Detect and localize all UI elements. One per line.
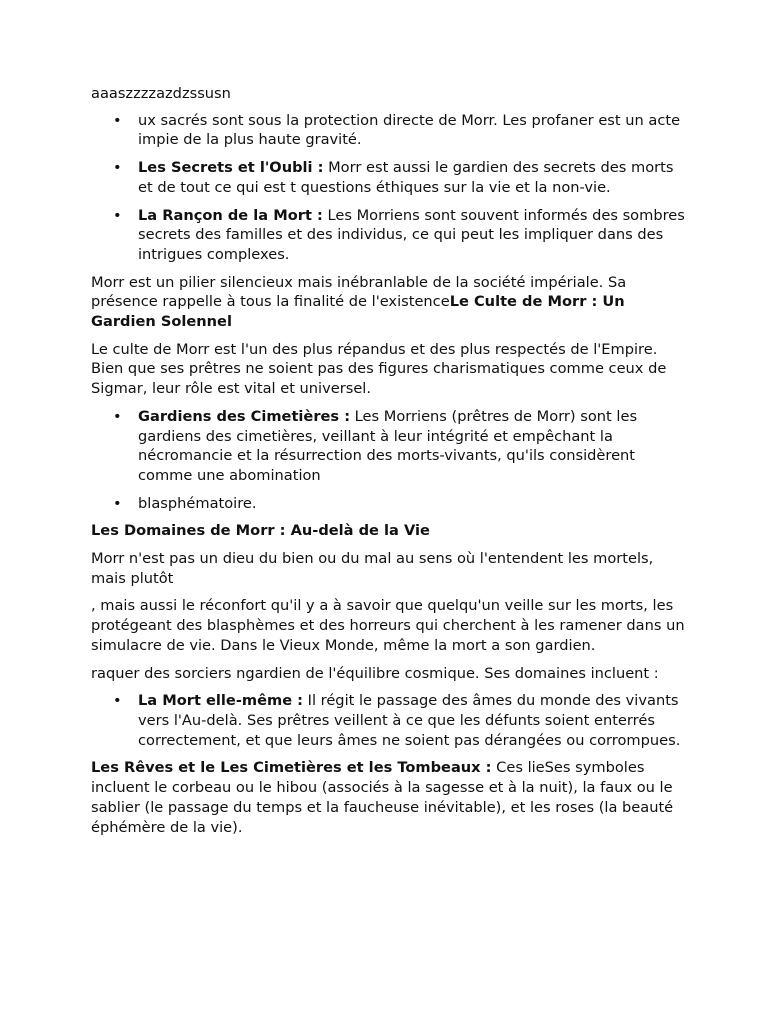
paragraph-text: Ces lieSes symboles incluent le corbeau ou le hibou (associés à la sagesse et à la nuit), la faux ou le sablier (le passage du temps et la faucheuse inévitable), et les roses (la beauté éphémère de la vie). xyxy=(91,759,674,836)
paragraph: Morr n'est pas un dieu du bien ou du mal au sens où l'entendent les mortels, mais plutôt xyxy=(91,550,654,587)
list-item xyxy=(91,691,687,750)
list-item xyxy=(91,407,687,486)
list-item-term: Gardiens des Cimetières : xyxy=(138,407,351,425)
bullet-icon: • xyxy=(113,494,122,512)
paragraph: , mais aussi le réconfort qu'il y a à savoir que quelqu'un veille sur les morts, les protégeant des blasphèmes et des horreurs qui cherchent à les ramener dans un simulacre de vie. Dans le Vieux Monde, même la mort a son gardien. xyxy=(91,597,685,654)
bullet-icon: • xyxy=(113,692,122,710)
section-heading-text: Les Domaines de Morr : Au-delà de la Vie xyxy=(91,522,430,540)
list-item-term: La Mort elle-même : xyxy=(138,692,304,710)
section-heading xyxy=(91,521,687,541)
bullet-list-2 xyxy=(91,407,687,514)
bullet-list-1 xyxy=(91,111,687,265)
paragraph-text: Morr est un pilier silencieux mais inébranlable de la société impériale. Sa présence rappelle à tous la finalité de l'existence xyxy=(91,273,627,311)
opening-line: aaaszzzzazdzssusn xyxy=(91,85,231,102)
bullet-icon: • xyxy=(113,206,122,224)
list-item-text: Il régit le passage des âmes du monde des vivants vers l'Au-delà. Ses prêtres veillent à ce que les défunts soient enterrés correctement, et que leurs âmes ne soient pas dérangées ou corrompues. xyxy=(138,692,681,749)
bullet-icon: • xyxy=(113,111,122,129)
list-item-term: Les Secrets et l'Oubli : xyxy=(138,159,324,177)
list-item-text: Les Morriens sont souvent informés des sombres secrets des familles et des individus, ce qui peut les impliquer dans des intrigues complexes. xyxy=(138,206,685,263)
list-item-text: ux sacrés sont sous la protection directe de Morr. Les profaner est un acte impie de la plus haute gravité. xyxy=(138,111,681,149)
bullet-icon: • xyxy=(113,159,122,177)
inline-heading: Les Rêves et le Les Cimetières et les Tombeaux : xyxy=(91,759,492,777)
paragraph xyxy=(91,758,687,837)
list-item-text: Morr est aussi le gardien des secrets des morts et de tout ce qui est t questions éthiques sur la vie et la non-vie. xyxy=(138,159,674,196)
list-item xyxy=(91,494,687,514)
list-item xyxy=(91,158,687,197)
paragraph: Le culte de Morr est l'un des plus répandus et des plus respectés de l'Empire. Bien que ses prêtres ne soient pas des figures charismatiques comme ceux de Sigmar, leur rôle est vital et universel. xyxy=(91,340,667,398)
list-item xyxy=(91,111,687,150)
document-page xyxy=(91,84,687,845)
list-item-text: blasphématoire. xyxy=(138,494,257,512)
list-item xyxy=(91,206,687,265)
inline-heading: Le Culte de Morr : Un Gardien Solennel xyxy=(91,293,625,331)
paragraph: raquer des sorciers ngardien de l'équilibre cosmique. Ses domaines incluent : xyxy=(91,664,659,682)
bullet-list-3 xyxy=(91,691,687,750)
bullet-icon: • xyxy=(113,407,122,425)
paragraph xyxy=(91,273,687,332)
list-item-text: Les Morriens (prêtres de Morr) sont les gardiens des cimetières, veillant à leur intégrité et empêchant la nécromancie et la résurrection des morts-vivants, qu'ils considèrent comme une abomination xyxy=(138,407,638,484)
list-item-term: La Rançon de la Mort : xyxy=(138,206,323,224)
